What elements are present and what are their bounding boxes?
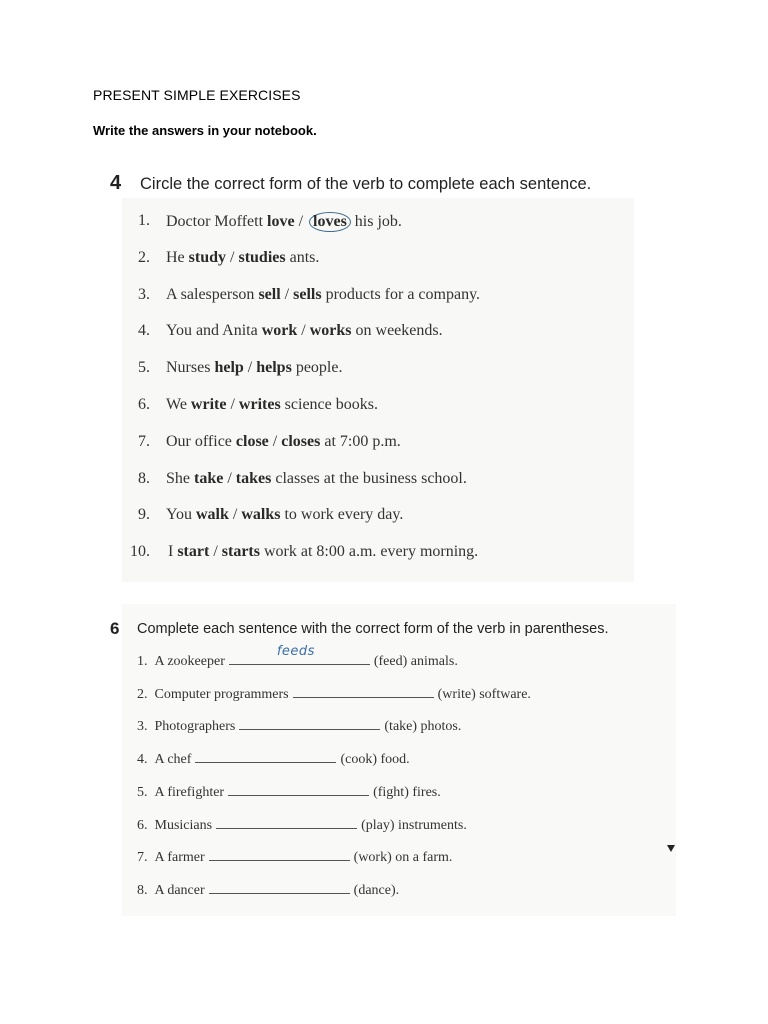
list-item bbox=[137, 719, 461, 735]
sentence-start: A firefighter bbox=[154, 784, 225, 800]
sentence-end: products for a company. bbox=[325, 285, 481, 303]
list-item bbox=[137, 687, 531, 703]
sentence-start: A dancer bbox=[154, 882, 205, 898]
answer-blank[interactable] bbox=[293, 687, 434, 698]
sentence: You walk / walks to work every day. bbox=[166, 506, 404, 524]
sentence-end: at 7:00 p.m. bbox=[324, 432, 401, 450]
sentence: He study / studies ants. bbox=[166, 248, 320, 266]
sentence-end: (cook) food. bbox=[340, 752, 410, 768]
item-number: 2. bbox=[137, 686, 148, 702]
item-number: 8. bbox=[137, 882, 148, 898]
sentence-start: Nurses bbox=[166, 359, 211, 377]
item-number: 5. bbox=[138, 359, 150, 377]
item-number: 5. bbox=[137, 784, 148, 800]
sentence-start: She bbox=[166, 469, 190, 487]
sentence: Doctor Moffett love / loves his job. bbox=[166, 213, 402, 230]
triangle-down-icon bbox=[667, 845, 675, 852]
item-number: 7. bbox=[138, 432, 150, 450]
sentence-start: A chef bbox=[154, 752, 192, 768]
answer-blank[interactable] bbox=[239, 719, 380, 730]
sentence-end: people. bbox=[295, 359, 343, 377]
item-number: 6. bbox=[137, 817, 148, 833]
verb-option-2: takes bbox=[235, 469, 272, 487]
sentence-end: on weekends. bbox=[355, 322, 443, 340]
sentence-end: (feed) animals. bbox=[373, 654, 458, 669]
verb-option-2: sells bbox=[293, 285, 322, 303]
item-number: 1. bbox=[137, 654, 148, 669]
exercise-4-heading: Circle the correct form of the verb to complete each sentence. bbox=[140, 175, 592, 193]
exercise-4-number: 4 bbox=[110, 172, 122, 194]
sentence-start: You bbox=[166, 506, 192, 524]
instruction-text: Write the answers in your notebook. bbox=[93, 123, 317, 138]
sentence-start: A salesperson bbox=[166, 285, 255, 303]
verb-option-2: loves bbox=[309, 212, 351, 232]
verb-option-2: closes bbox=[281, 432, 321, 450]
page-title: PRESENT SIMPLE EXERCISES bbox=[93, 87, 301, 103]
sentence-end: classes at the business school. bbox=[275, 469, 467, 487]
list-item bbox=[137, 818, 467, 834]
sentence-end: (write) software. bbox=[437, 686, 531, 702]
verb-option-1: love bbox=[267, 213, 295, 230]
sentence: She take / takes classes at the business school. bbox=[166, 469, 467, 487]
verb-option-2: writes bbox=[238, 396, 281, 413]
list-item bbox=[137, 644, 458, 670]
item-number: 3. bbox=[137, 719, 148, 735]
verb-option-1: start bbox=[177, 543, 210, 561]
sentence-end: (dance). bbox=[353, 882, 400, 898]
answer-blank[interactable] bbox=[216, 818, 357, 829]
sentence-end: work at 8:00 a.m. every morning. bbox=[263, 543, 479, 561]
exercise-6-number: 6 bbox=[110, 619, 120, 638]
sentence-start: A farmer bbox=[154, 850, 205, 866]
verb-option-2: walks bbox=[241, 506, 281, 524]
sentence: I start / starts work at 8:00 a.m. every morning. bbox=[168, 543, 479, 561]
verb-option-1: help bbox=[214, 359, 244, 377]
sentence-start: Computer programmers bbox=[154, 686, 289, 702]
verb-option-1: work bbox=[261, 322, 298, 340]
verb-option-1: write bbox=[190, 396, 227, 413]
verb-option-1: walk bbox=[195, 506, 229, 524]
item-number: 3. bbox=[138, 285, 150, 303]
sentence-end: ants. bbox=[289, 248, 320, 266]
verb-option-1: take bbox=[194, 469, 224, 487]
sentence: Our office close / closes at 7:00 p.m. bbox=[166, 432, 401, 450]
sentence-end: to work every day. bbox=[284, 506, 404, 524]
sentence-start: Photographers bbox=[154, 719, 236, 735]
sentence-start: Musicians bbox=[154, 817, 213, 833]
answer-blank[interactable] bbox=[195, 752, 336, 763]
verb-option-1: study bbox=[188, 248, 227, 266]
answer-blank[interactable] bbox=[228, 785, 369, 796]
item-number: 9. bbox=[138, 506, 150, 524]
handwritten-answer: feeds bbox=[276, 644, 315, 659]
sentence-start: We bbox=[166, 396, 187, 413]
sentence-end: (take) photos. bbox=[384, 719, 462, 735]
list-item bbox=[137, 752, 410, 768]
item-number: 7. bbox=[137, 850, 148, 866]
answer-blank[interactable] bbox=[229, 644, 370, 665]
list-item bbox=[137, 785, 441, 801]
item-number: 2. bbox=[138, 248, 150, 266]
sentence-end: (play) instruments. bbox=[361, 817, 467, 833]
sentence-start: Doctor Moffett bbox=[166, 213, 264, 230]
verb-option-1: close bbox=[235, 432, 269, 450]
sentence-end: (fight) fires. bbox=[373, 784, 441, 800]
item-number: 4. bbox=[137, 752, 148, 768]
item-number: 10. bbox=[130, 543, 150, 561]
exercise-6-heading: Complete each sentence with the correct form of the verb in parentheses. bbox=[137, 621, 609, 637]
sentence-start: He bbox=[166, 248, 185, 266]
item-number: 6. bbox=[138, 396, 150, 413]
sentence-start: Our office bbox=[166, 432, 232, 450]
list-item bbox=[137, 850, 452, 866]
sentence-end: science books. bbox=[284, 396, 378, 413]
answer-blank[interactable] bbox=[209, 883, 350, 894]
sentence: Nurses help / helps people. bbox=[166, 359, 343, 377]
list-item bbox=[137, 883, 399, 899]
item-number: 4. bbox=[138, 322, 150, 340]
sentence-start: I bbox=[168, 543, 174, 561]
sentence: You and Anita work / works on weekends. bbox=[166, 322, 443, 340]
item-number: 8. bbox=[138, 469, 150, 487]
sentence: We write / writes science books. bbox=[166, 396, 378, 413]
verb-option-2: works bbox=[309, 322, 352, 340]
verb-option-2: starts bbox=[221, 543, 260, 561]
verb-option-2: helps bbox=[256, 359, 292, 377]
sentence-start: A zookeeper bbox=[154, 654, 225, 669]
sentence: A salesperson sell / sells products for a company. bbox=[166, 285, 481, 303]
item-number: 1. bbox=[138, 212, 150, 229]
verb-option-2: studies bbox=[238, 248, 286, 266]
answer-blank[interactable] bbox=[209, 850, 350, 861]
verb-option-1: sell bbox=[258, 285, 281, 303]
sentence-end: (work) on a farm. bbox=[353, 850, 453, 866]
sentence-end: his job. bbox=[354, 213, 402, 230]
sentence-start: You and Anita bbox=[166, 322, 258, 340]
